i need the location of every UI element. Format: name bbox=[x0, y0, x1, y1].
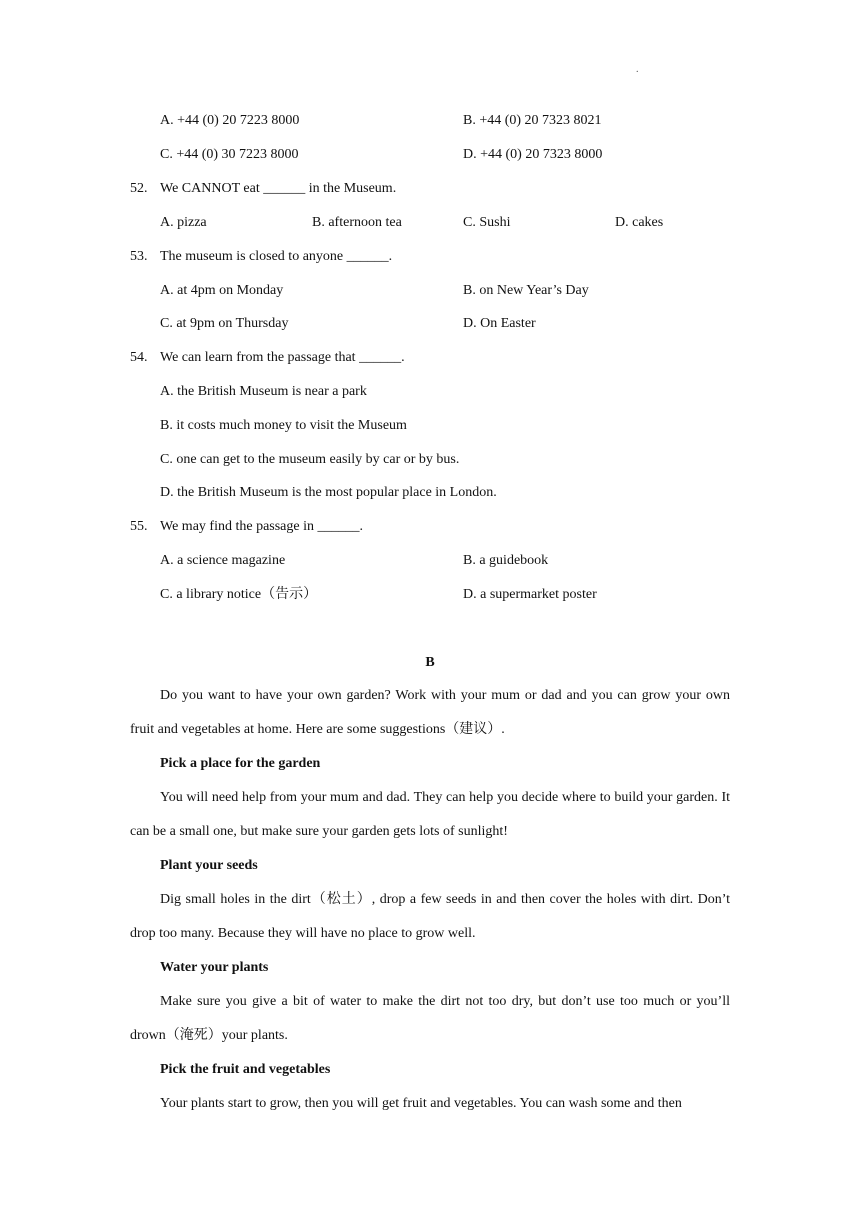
question-text: The museum is closed to anyone ______. bbox=[160, 249, 393, 264]
option-d: D. cakes bbox=[615, 215, 664, 230]
option-a: A. pizza bbox=[160, 215, 207, 230]
option-c: C. one can get to the museum easily by car or by bus. bbox=[160, 452, 460, 467]
option-d: D. On Easter bbox=[463, 316, 536, 331]
option-b: B. +44 (0) 20 7323 8021 bbox=[463, 113, 602, 128]
heading-plant-seeds: Plant your seeds bbox=[160, 858, 258, 873]
paragraph-water-plants: Make sure you give a bit of water to make the dirt not too dry, but don’t use too much or you’ll drown（淹死）your plants. bbox=[130, 994, 730, 1043]
option-b: B. it costs much money to visit the Museum bbox=[160, 418, 407, 433]
option-b: B. on New Year’s Day bbox=[463, 283, 589, 298]
question-number: 55. bbox=[130, 519, 148, 534]
option-a: A. the British Museum is near a park bbox=[160, 384, 367, 399]
paragraph-plant-seeds: Dig small holes in the dirt（松土）, drop a few seeds in and then cover the holes with dirt. Don’t drop too many. Because they will have no place to grow well. bbox=[130, 892, 730, 941]
option-c: C. a library notice（告示） bbox=[160, 587, 318, 602]
heading-pick-fruit: Pick the fruit and vegetables bbox=[160, 1062, 331, 1077]
option-a: A. +44 (0) 20 7223 8000 bbox=[160, 113, 300, 128]
question-text: We CANNOT eat ______ in the Museum. bbox=[160, 181, 397, 196]
option-d: D. the British Museum is the most popular place in London. bbox=[160, 485, 497, 500]
option-d: D. +44 (0) 20 7323 8000 bbox=[463, 147, 603, 162]
option-b: B. a guidebook bbox=[463, 553, 549, 568]
header-dot: . bbox=[636, 64, 639, 75]
option-c: C. +44 (0) 30 7223 8000 bbox=[160, 147, 299, 162]
section-b-passage bbox=[130, 679, 730, 1121]
question-text: We may find the passage in ______. bbox=[160, 519, 363, 534]
question-number: 52. bbox=[130, 181, 148, 196]
option-c: C. at 9pm on Thursday bbox=[160, 316, 289, 331]
paragraph-pick-fruit: Your plants start to grow, then you will get fruit and vegetables. You can wash some and then bbox=[160, 1096, 682, 1111]
option-b: B. afternoon tea bbox=[312, 215, 402, 230]
intro-paragraph: Do you want to have your own garden? Work with your mum or dad and you can grow your own fruit and vegetables at home. Here are some suggestions（建议）. bbox=[130, 688, 730, 737]
option-d: D. a supermarket poster bbox=[463, 587, 597, 602]
option-a: A. a science magazine bbox=[160, 553, 286, 568]
option-a: A. at 4pm on Monday bbox=[160, 283, 284, 298]
question-number: 53. bbox=[130, 249, 148, 264]
heading-water-plants: Water your plants bbox=[160, 960, 269, 975]
section-b-title: B bbox=[425, 655, 435, 670]
question-number: 54. bbox=[130, 350, 148, 365]
paragraph-pick-place: You will need help from your mum and dad. They can help you decide where to build your garden. It can be a small one, but make sure your garden gets lots of sunlight! bbox=[130, 790, 730, 839]
question-text: We can learn from the passage that ______. bbox=[160, 350, 405, 365]
option-c: C. Sushi bbox=[463, 215, 511, 230]
heading-pick-place: Pick a place for the garden bbox=[160, 756, 321, 771]
